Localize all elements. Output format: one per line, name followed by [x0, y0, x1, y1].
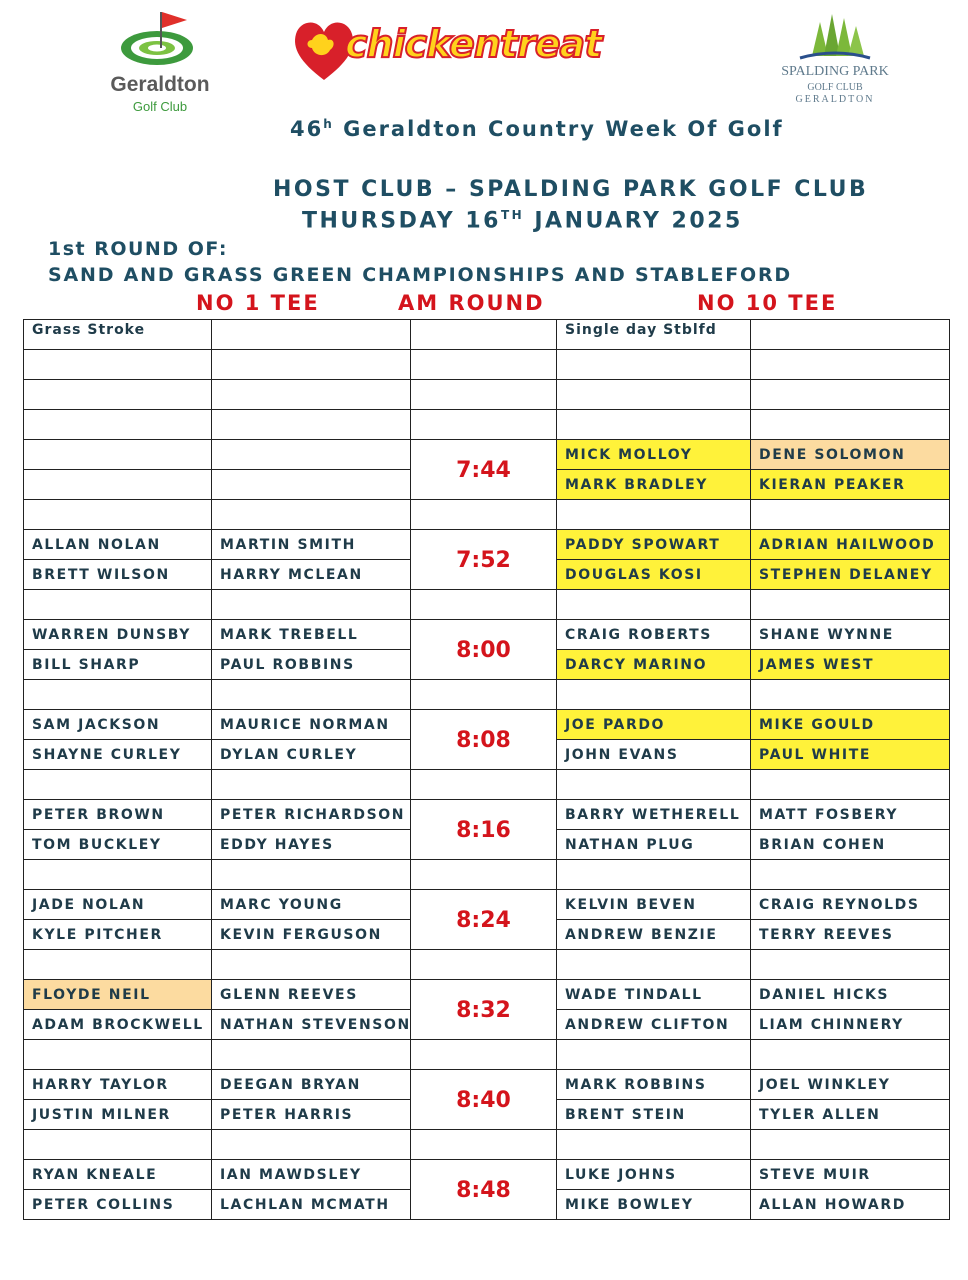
player-name: MAURICE NORMAN: [212, 710, 411, 740]
tee-time: [411, 1160, 557, 1204]
player-name: SHANE WYNNE: [751, 620, 950, 650]
table-header-row: [24, 320, 950, 350]
table-cell: [411, 350, 557, 380]
player-name: STEPHEN DELANEY: [751, 560, 950, 590]
player-name: IAN MAWDSLEY: [212, 1160, 411, 1190]
player-name: MARK ROBBINS: [557, 1070, 751, 1100]
player-name: WARREN DUNSBY: [24, 620, 212, 650]
tee-times-table: [23, 319, 950, 1220]
player-name: [212, 440, 411, 470]
player-name: DOUGLAS KOSI: [557, 560, 751, 590]
table-cell: [557, 1130, 751, 1160]
player-name: ADAM BROCKWELL: [24, 1010, 212, 1040]
table-cell: [411, 860, 557, 890]
table-cell: [411, 500, 557, 530]
player-name: KIERAN PEAKER: [751, 470, 950, 500]
player-name: RYAN KNEALE: [24, 1160, 212, 1190]
player-name: FLOYDE NEIL: [24, 980, 212, 1010]
table-cell: [751, 320, 950, 350]
player-name: JOEL WINKLEY: [751, 1070, 950, 1100]
grass-stroke-header: Grass Stroke: [24, 320, 212, 350]
spacer-row: [24, 500, 950, 530]
table-row: [24, 530, 950, 560]
spacer-row: [24, 1130, 950, 1160]
table-cell: [557, 380, 751, 410]
table-cell: [751, 500, 950, 530]
player-name: LUKE JOHNS: [557, 1160, 751, 1190]
player-name: MARK TREBELL: [212, 620, 411, 650]
spacer-row: [24, 350, 950, 380]
table-cell: [557, 860, 751, 890]
player-name: BILL SHARP: [24, 650, 212, 680]
host-club-heading: HOST CLUB – SPALDING PARK GOLF CLUB: [273, 177, 869, 202]
table-cell: [212, 350, 411, 380]
player-name: PAUL ROBBINS: [212, 650, 411, 680]
spalding-logo-sub: GOLF CLUB: [807, 82, 863, 93]
table-cell: [212, 1130, 411, 1160]
table-cell: [24, 860, 212, 890]
player-name: MIKE GOULD: [751, 710, 950, 740]
geraldton-logo-sub: Golf Club: [132, 99, 188, 114]
tee-time-label: 8:24: [456, 908, 511, 934]
table-cell: [557, 410, 751, 440]
event-title: 46$^h$ Geraldton Country Week Of Golf: [290, 117, 784, 141]
player-name: [24, 440, 212, 470]
player-name: JOHN EVANS: [557, 740, 751, 770]
table-row: [24, 440, 950, 470]
table-cell: [411, 410, 557, 440]
tee-time-label: 8:32: [456, 998, 511, 1024]
spacer-row: [24, 950, 950, 980]
player-name: [212, 470, 411, 500]
player-name: PAUL WHITE: [751, 740, 950, 770]
player-name: PETER RICHARDSON: [212, 800, 411, 830]
table-cell: [751, 380, 950, 410]
player-name: CRAIG REYNOLDS: [751, 890, 950, 920]
table-cell: [557, 950, 751, 980]
player-name: DARCY MARINO: [557, 650, 751, 680]
geraldton-logo-name: Geraldton: [110, 73, 210, 96]
player-name: JOE PARDO: [557, 710, 751, 740]
table-row: [24, 1070, 950, 1100]
table-cell: [212, 320, 411, 350]
player-name: TERRY REEVES: [751, 920, 950, 950]
chicken-treat-logo: [290, 14, 630, 86]
golf-flag-icon: [95, 8, 225, 73]
player-name: PETER HARRIS: [212, 1100, 411, 1130]
tee-time-label: 8:40: [456, 1088, 511, 1114]
table-cell: [411, 770, 557, 800]
spacer-row: [24, 860, 950, 890]
table-cell: [411, 380, 557, 410]
player-name: HARRY TAYLOR: [24, 1070, 212, 1100]
table-cell: [411, 320, 557, 350]
player-name: BARRY WETHERELL: [557, 800, 751, 830]
table-cell: [212, 860, 411, 890]
player-name: KEVIN FERGUSON: [212, 920, 411, 950]
tee-time-label: 7:44: [456, 458, 511, 484]
table-cell: [24, 1130, 212, 1160]
table-cell: [24, 1040, 212, 1070]
table-cell: [751, 680, 950, 710]
tee-10-heading: NO 10 TEE: [697, 291, 838, 315]
table-row: [24, 800, 950, 830]
player-name: MARTIN SMITH: [212, 530, 411, 560]
table-cell: [24, 590, 212, 620]
tee-time-label: 8:48: [456, 1178, 511, 1204]
player-name: NATHAN PLUG: [557, 830, 751, 860]
spacer-row: [24, 1040, 950, 1070]
player-name: JAMES WEST: [751, 650, 950, 680]
player-name: MIKE BOWLEY: [557, 1190, 751, 1220]
player-name: BRETT WILSON: [24, 560, 212, 590]
spacer-row: [24, 680, 950, 710]
tee-time-label: 7:52: [456, 548, 511, 574]
player-name: TOM BUCKLEY: [24, 830, 212, 860]
table-cell: [212, 500, 411, 530]
spacer-row: [24, 770, 950, 800]
round-heading: 1st ROUND OF:: [48, 238, 228, 260]
table-cell: [557, 350, 751, 380]
trees-icon: [770, 8, 900, 63]
table-cell: [212, 1040, 411, 1070]
spalding-park-logo: [770, 8, 900, 108]
table-row: [24, 620, 950, 650]
tee-time: [411, 710, 557, 754]
spacer-row: [24, 590, 950, 620]
player-name: TYLER ALLEN: [751, 1100, 950, 1130]
tee-time-label: 8:16: [456, 818, 511, 844]
geraldton-golf-club-logo: [95, 8, 225, 113]
spacer-row: [24, 410, 950, 440]
table-cell: [411, 1130, 557, 1160]
player-name: JUSTIN MILNER: [24, 1100, 212, 1130]
table-cell: [751, 860, 950, 890]
spacer-row: [24, 380, 950, 410]
table-cell: [24, 500, 212, 530]
table-cell: [411, 950, 557, 980]
table-cell: [557, 500, 751, 530]
player-name: MATT FOSBERY: [751, 800, 950, 830]
table-cell: [751, 590, 950, 620]
spalding-logo-name: SPALDING PARK: [781, 64, 889, 79]
table-cell: [212, 380, 411, 410]
player-name: ALLAN HOWARD: [751, 1190, 950, 1220]
player-name: LIAM CHINNERY: [751, 1010, 950, 1040]
player-name: PADDY SPOWART: [557, 530, 751, 560]
table-cell: [24, 350, 212, 380]
player-name: STEVE MUIR: [751, 1160, 950, 1190]
competitions-heading: SAND AND GRASS GREEN CHAMPIONSHIPS AND STABLEFORD: [48, 264, 792, 286]
table-cell: [557, 680, 751, 710]
table-row: [24, 710, 950, 740]
table-cell: [751, 350, 950, 380]
player-name: MARC YOUNG: [212, 890, 411, 920]
table-cell: [751, 1040, 950, 1070]
table-cell: [557, 1040, 751, 1070]
date-heading: THURSDAY 16TH JANUARY 2025: [302, 208, 743, 234]
spalding-logo-town: GERALDTON: [795, 94, 875, 105]
table-cell: [24, 410, 212, 440]
table-cell: [751, 950, 950, 980]
table-row: [24, 980, 950, 1010]
table-cell: [557, 590, 751, 620]
player-name: DANIEL HICKS: [751, 980, 950, 1010]
tee-time-label: 8:08: [456, 728, 511, 754]
table-cell: [24, 770, 212, 800]
player-name: SAM JACKSON: [24, 710, 212, 740]
table-cell: [751, 410, 950, 440]
player-name: BRIAN COHEN: [751, 830, 950, 860]
tee-time-label: 8:00: [456, 638, 511, 664]
tee-time: [411, 980, 557, 1024]
table-cell: [24, 950, 212, 980]
table-cell: [411, 680, 557, 710]
table-cell: [24, 680, 212, 710]
table-cell: [212, 590, 411, 620]
player-name: HARRY MCLEAN: [212, 560, 411, 590]
player-name: PETER COLLINS: [24, 1190, 212, 1220]
player-name: DENE SOLOMON: [751, 440, 950, 470]
am-round-heading: AM ROUND: [398, 291, 545, 315]
tee-time: [411, 1070, 557, 1114]
player-name: ADRIAN HAILWOOD: [751, 530, 950, 560]
chicken-treat-wordmark: chickentreat: [345, 22, 602, 66]
player-name: DEEGAN BRYAN: [212, 1070, 411, 1100]
table-cell: [751, 1130, 950, 1160]
player-name: ANDREW CLIFTON: [557, 1010, 751, 1040]
player-name: [24, 470, 212, 500]
player-name: WADE TINDALL: [557, 980, 751, 1010]
tee-1-heading: NO 1 TEE: [196, 291, 320, 315]
table-cell: [24, 380, 212, 410]
table-cell: [557, 770, 751, 800]
table-cell: [212, 950, 411, 980]
player-name: SHAYNE CURLEY: [24, 740, 212, 770]
player-name: ALLAN NOLAN: [24, 530, 212, 560]
player-name: KELVIN BEVEN: [557, 890, 751, 920]
table-cell: [212, 410, 411, 440]
player-name: MARK BRADLEY: [557, 470, 751, 500]
table-row: [24, 890, 950, 920]
player-name: BRENT STEIN: [557, 1100, 751, 1130]
table-cell: [411, 590, 557, 620]
tee-time: [411, 530, 557, 574]
table-cell: [411, 1040, 557, 1070]
player-name: GLENN REEVES: [212, 980, 411, 1010]
tee-time: [411, 890, 557, 934]
table-cell: [212, 770, 411, 800]
tee-time: [411, 800, 557, 844]
player-name: CRAIG ROBERTS: [557, 620, 751, 650]
table-row: [24, 1160, 950, 1190]
table-cell: [751, 770, 950, 800]
player-name: MICK MOLLOY: [557, 440, 751, 470]
player-name: DYLAN CURLEY: [212, 740, 411, 770]
player-name: LACHLAN MCMATH: [212, 1190, 411, 1220]
player-name: ANDREW BENZIE: [557, 920, 751, 950]
player-name: PETER BROWN: [24, 800, 212, 830]
tee-time: [411, 440, 557, 484]
tee-time: [411, 620, 557, 664]
player-name: EDDY HAYES: [212, 830, 411, 860]
player-name: KYLE PITCHER: [24, 920, 212, 950]
stableford-header: Single day Stblfd: [557, 320, 751, 350]
player-name: NATHAN STEVENSON: [212, 1010, 411, 1040]
player-name: JADE NOLAN: [24, 890, 212, 920]
table-cell: [212, 680, 411, 710]
